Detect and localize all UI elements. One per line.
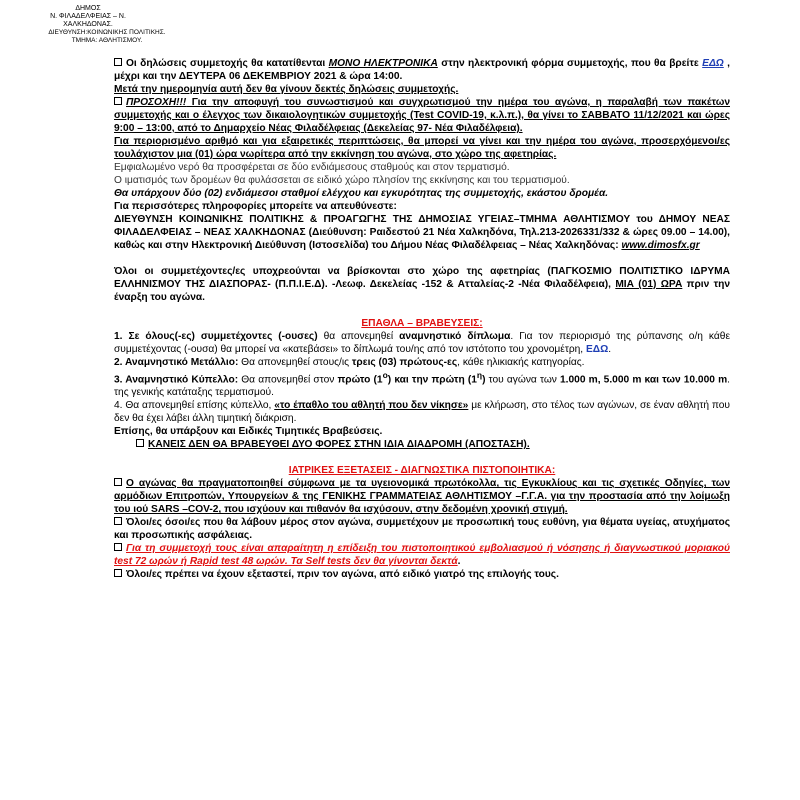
deadline-note: Μετά την ημερομηνία αυτή δεν θα γίνουν δεκτές δηλώσεις συμμετοχής. bbox=[114, 84, 459, 95]
checkbox-icon bbox=[114, 569, 122, 577]
attention-paragraph bbox=[114, 96, 730, 135]
website-link[interactable]: www.dimosfx.gr bbox=[621, 240, 700, 251]
municipality-header bbox=[32, 5, 144, 29]
registration-paragraph bbox=[114, 57, 730, 83]
text: με κλήρωση, στο τέλος των αγώνων, σε έναν αθλητή που δεν θα έχει λάβει άλλη τιμητική διάκριση. bbox=[114, 400, 731, 425]
text: 1.000 m, 5.000 m και των 10.000 m bbox=[560, 374, 728, 386]
text: ) bbox=[482, 374, 486, 386]
prize-3 bbox=[114, 369, 730, 399]
exception-note: Για περιορισμένο αριθμό και για εξαιρετικές περιπτώσεις, θα μπορεί να γίνει και την ημέρα του αγώνα, προσερχόμενοι/ες τουλάχιστον μια (01) ώρα νωρίτερα από την εκκίνηση του αγώνα, στο χώρο της αφετηρίας. bbox=[114, 136, 730, 160]
emphasis-text: ΜΙΑ (01) ΩΡΑ bbox=[615, 279, 683, 290]
covid-requirement: Για τη συμμετοχή τους είναι απαραίτητη η επίδειξη του πιστοποιητικού εμβολιασμού ή νόσησης ή διαγνωστικού μοριακού test 72 ωρών ή Rapid test 48 ωρών. Τα Self tests δεν θα γίνονται δεκτά bbox=[114, 543, 730, 568]
text: πρώτο (1 bbox=[337, 374, 383, 386]
contact-paragraph bbox=[114, 213, 730, 252]
text: 3. Αναμνηστικό Κύπελλο: bbox=[114, 374, 239, 386]
start-location-paragraph bbox=[114, 265, 730, 304]
medical-3 bbox=[114, 542, 730, 568]
checkbox-icon bbox=[114, 97, 122, 105]
text: . bbox=[457, 556, 461, 568]
medical-2 bbox=[114, 516, 730, 542]
header-line-3: ΔΙΕΥΘΥΝΣΗ:ΚΟΙΝΩΝΙΚΗΣ ΠΟΛΙΤΙΚΗΣ. bbox=[48, 29, 166, 36]
text: 2. Αναμνηστικό Μετάλλιο: bbox=[114, 357, 239, 368]
no-double-award-note bbox=[114, 438, 730, 451]
text: Για την αποφυγή του συνωστισμού και συγχρωτισμού την ημέρα του αγώνα, η παραλαβή των πακέτων συμμετοχής και ο έλεγχος των δικαιολογητικών συμμετοχής (Test COVID-19, κ.λ.π.), θα γίνει το ΣΑΒΒΑΤΟ 11/12/2021 και ώρες 9:00 – 13:00, από το Δημαρχείο Νέας Φιλαδέλφειας (Δεκελείας 97- Νέα Φιλαδέλφεια). bbox=[114, 97, 730, 134]
clothing-note: Ο ιματισμός των δρομέων θα φυλάσσεται σε ειδικό χώρο πλησίον της εκκίνησης και του τερματισμού. bbox=[114, 175, 570, 186]
superscript: η bbox=[476, 370, 483, 380]
checkbox-icon bbox=[114, 58, 122, 66]
checkbox-icon bbox=[114, 543, 122, 551]
medical-4 bbox=[114, 568, 730, 581]
checkbox-icon bbox=[136, 439, 144, 447]
text: 4. Θα απονεμηθεί επίσης κύπελλο, bbox=[114, 400, 275, 412]
text: , κάθε ηλικιακής κατηγορίας. bbox=[457, 357, 585, 368]
medical-title: ΙΑΤΡΙΚΕΣ ΕΞΕΤΑΣΕΙΣ - ΔΙΑΓΝΩΣΤΙΚΑ ΠΙΣΤΟΠΟΙΗΤΙΚΑ: bbox=[288, 465, 556, 477]
water-note: Εμφιαλωμένο νερό θα προσφέρεται σε δύο ενδιάμεσους σταθμούς και στον τερματισμό. bbox=[114, 162, 510, 173]
checkbox-icon bbox=[114, 478, 122, 486]
prize-1 bbox=[114, 330, 730, 356]
text: , μέχρι και την ΔΕΥΤΕΡΑ 06 ΔΕΚΕΜΒΡΙΟΥ 2021 & ώρα 14:00. bbox=[114, 58, 730, 82]
text: Οι δηλώσεις συμμετοχής θα κατατίθενται bbox=[126, 58, 329, 69]
text: αναμνηστικό δίπλωμα bbox=[399, 331, 511, 342]
department-header bbox=[32, 29, 182, 45]
text: Όλοι οι συμμετέχοντες/ες υποχρεούνται να βρίσκονται στο χώρο της αφετηρίας (ΠΑΓΚΟΣΜΙΟ ΠΟΛΙΤΙΣΤΙΚΟ ΙΔΡΥΜΑ ΕΛΛΗΝΙΣΜΟΥ ΤΗΣ ΔΙΑΣΠΟΡΑΣ- (Π.Π.Ι.Ε.Δ). -Λεωφ. Δεκελείας -152 & Ατταλείας-2 -Νέα Φιλαδέλφεια), bbox=[114, 266, 730, 290]
text: ) και την πρώτη (1 bbox=[387, 374, 477, 386]
text: Όλοι/ες όσοι/ες που θα λάβουν μέρος στον αγώνα, συμμετέχουν με προσωπική τους ευθύνη, για θέματα υγείας, ατυχήματος και προσωπικής ασφάλειας. bbox=[114, 517, 730, 542]
text: ΚΑΝΕΙΣ ΔΕΝ ΘΑ ΒΡΑΒΕΥΘΕΙ ΔΥΟ ΦΟΡΕΣ ΣΤΗΝ ΙΔΙΑ ΔΙΑΔΡΟΜΗ (ΑΠΟΣΤΑΣΗ). bbox=[148, 439, 530, 451]
header-line-4: ΤΜΗΜΑ: ΑΘΛΗΤΙΣΜΟΥ. bbox=[71, 37, 143, 44]
registration-link[interactable]: ΕΔΩ bbox=[702, 58, 724, 69]
text: «το έπαθλο του αθλητή που δεν νίκησε» bbox=[274, 400, 469, 412]
checkpoints-note: Θα υπάρχουν δύο (02) ενδιάμεσοι σταθμοί ελέγχου και εγκυρότητας της συμμετοχής, εκάστου δρομέα. bbox=[114, 188, 609, 199]
prize-2 bbox=[114, 356, 730, 369]
text: πριν την έναρξη του αγώνα. bbox=[114, 279, 731, 303]
text: του αγώνα των bbox=[485, 374, 561, 386]
text: . της γενικής κατάταξης τερματισμού. bbox=[114, 374, 730, 399]
prize-4 bbox=[114, 399, 730, 425]
header-line-1: ΔΗΜΟΣ bbox=[75, 5, 101, 12]
text: . Για τον περιορισμό της ρύπανσης ο/η κάθε συμμετέχοντας (-ουσα) θα μπορεί να «κατεβάσει» το δίπλωμά του/ης από τον ιστότοπο του χρονομέτρη, bbox=[114, 331, 730, 355]
medical-1 bbox=[114, 477, 730, 516]
checkbox-icon bbox=[114, 517, 122, 525]
special-awards-note: Επίσης, θα υπάρξουν και Ειδικές Τιμητικές Βραβεύσεις. bbox=[114, 426, 383, 438]
prizes-title: ΕΠΑΘΛΑ – ΒΡΑΒΕΥΣΕΙΣ: bbox=[361, 318, 483, 329]
text: θα απονεμηθεί bbox=[317, 331, 400, 342]
text: ΔΙΕΥΘΥΝΣΗ ΚΟΙΝΩΝΙΚΗΣ ΠΟΛΙΤΙΚΗΣ & ΠΡΟΑΓΩΓΗΣ ΤΗΣ ΔΗΜΟΣΙΑΣ ΥΓΕΙΑΣ–ΤΜΗΜΑ ΑΘΛΗΤΙΣΜΟΥ του ΔΗΜΟΥ ΝΕΑΣ ΦΙΛΑΔΕΛΦΕΙΑΣ – ΝΕΑΣ ΧΑΛΚΗΔΟΝΑΣ (Διεύθυνση: Ραιδεστού 21 Νέα Χαλκηδόνα, Τηλ.213-2026331/332 & ώρες 09.00 – 14.00), καθώς και στην Ηλεκτρονική Διεύθυνση (Ιστοσελίδα) του Δήμου Νέας Φιλαδέλφειας – Νέας Χαλκηδόνας: bbox=[114, 214, 730, 251]
attention-label: ΠΡΟΣΟΧΗ!!! bbox=[126, 97, 187, 108]
text: τρεις (03) πρώτους-ες bbox=[351, 357, 458, 368]
text: Θα απονεμηθεί στον bbox=[238, 374, 338, 386]
text: στην ηλεκτρονική φόρμα συμμετοχής, που θα βρείτε bbox=[437, 58, 703, 69]
text: Ο αγώνας θα πραγματοποιηθεί σύμφωνα με τα υγειονομικά πρωτόκολλα, τις Εγκυκλίους και τις σχετικές Οδηγίες, των αρμόδιων Επιτροπών, Υπουργείων & της ΓΕΝΙΚΗΣ ΓΡΑΜΜΑΤΕΙΑΣ ΑΘΛΗΤΙΣΜΟΥ –Γ.Γ.Α. για την προστασία από την λοίμωξη του ιού SARS –COV-2, που ισχύουν και πιθανόν θα ισχύσουν, στην δεδομένη χρονική στιγμή. bbox=[114, 478, 730, 516]
text: 1. Σε όλους(-ες) συμμετέχοντες (-ουσες) bbox=[114, 331, 318, 342]
header-line-2: Ν. ΦΙΛΑΔΕΛΦΕΙΑΣ – Ν. ΧΑΛΚΗΔΟΝΑΣ. bbox=[50, 13, 126, 28]
diploma-link[interactable]: ΕΔΩ bbox=[585, 344, 609, 355]
text: Όλοι/ες πρέπει να έχουν εξεταστεί, πριν τον αγώνα, από ειδικό γιατρό της επιλογής τους. bbox=[126, 569, 559, 581]
emphasis-text: ΜΟΝΟ ΗΛΕΚΤΡΟΝΙΚΑ bbox=[328, 58, 438, 69]
text: . bbox=[608, 344, 612, 355]
info-intro: Για περισσότερες πληροφορίες μπορείτε να απευθύνεστε: bbox=[114, 201, 397, 212]
text: Θα απονεμηθεί στους/ις bbox=[238, 357, 352, 368]
document-body bbox=[114, 57, 730, 581]
superscript: ο bbox=[382, 370, 388, 380]
